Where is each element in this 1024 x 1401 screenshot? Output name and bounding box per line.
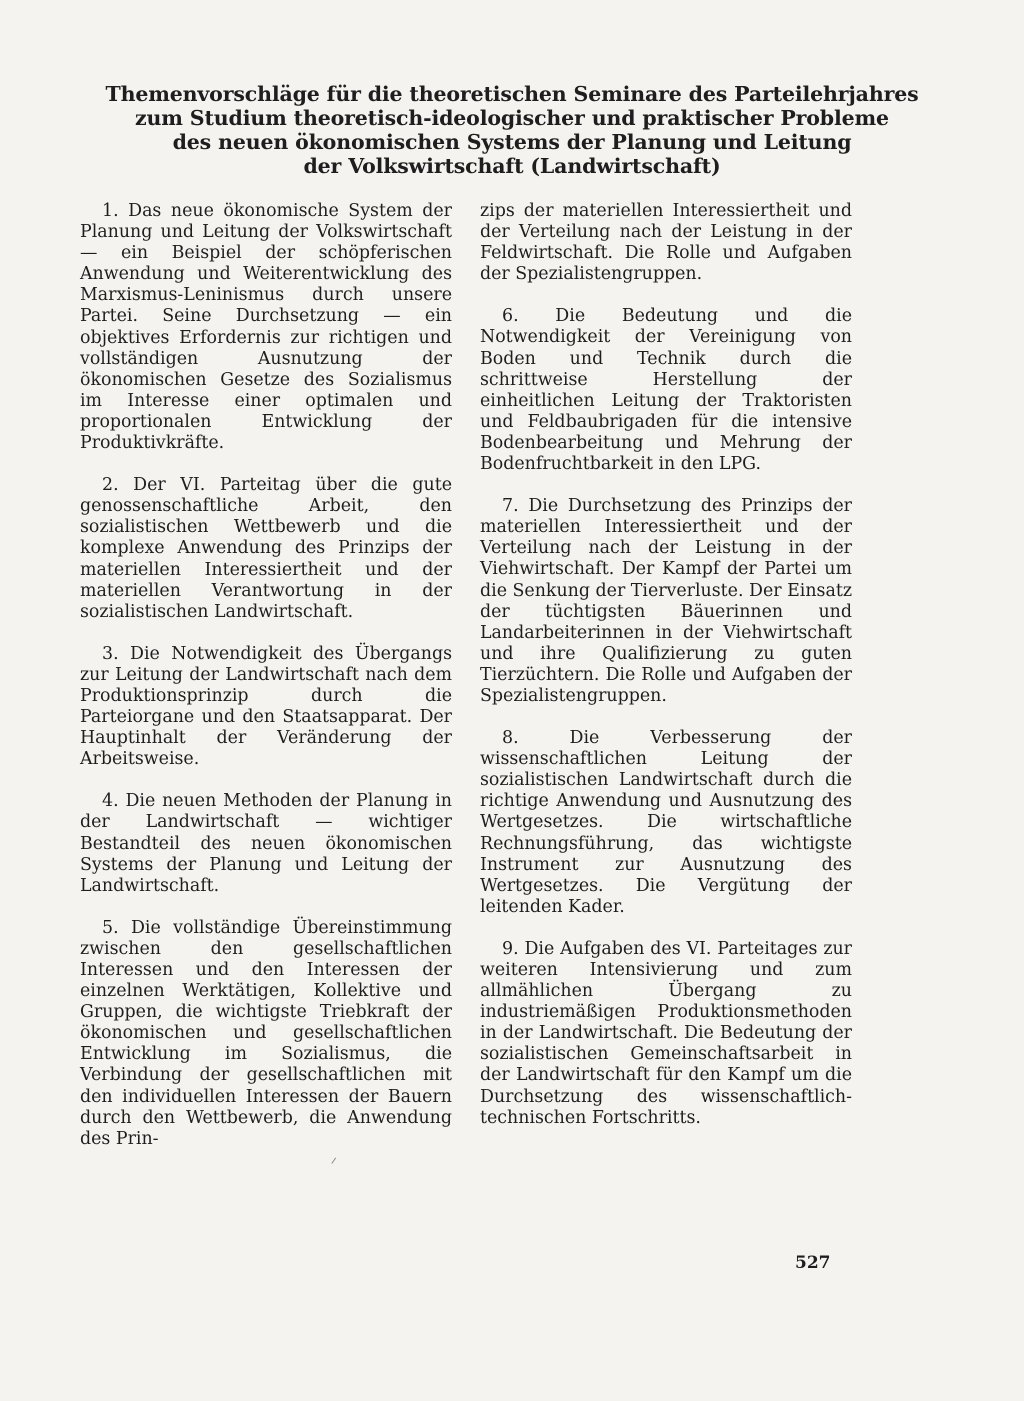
topic-paragraph-9: 9. Die Aufgaben des VI. Parteitages zur weiteren Intensivierung und zum allmählichen Übergang zu industriemäßigen Produktionsmethoden in der Landwirtschaft. Die Bedeutung der sozialistischen Gemeinschaftsarbeit in der Landwirtschaft für den Kampf um die Durchsetzung des wissenschaftlich-technischen Fortschritts. [480, 938, 852, 1128]
left-column [80, 201, 452, 1171]
topic-paragraph-6: 6. Die Bedeutung und die Notwendigkeit der Vereinigung von Boden und Technik durch die schrittweise Herstellung der einheitlichen Leitung der Traktoristen und Feldbaubrigaden für die intensive Bodenbearbeitung und Mehrung der Bodenfruchtbarkeit in den LPG. [480, 306, 852, 475]
topic-paragraph-5-continuation: zips der materiellen Interessiertheit und der Verteilung nach der Leistung in der Feldwirtschaft. Die Rolle und Aufgaben der Spezialistengruppen. [480, 201, 852, 285]
topic-paragraph-1: 1. Das neue ökonomische System der Planung und Leitung der Volkswirtschaft — ein Beispiel der schöpferischen Anwendung und Weiterentwicklung des Marxismus-Leninismus durch unsere Partei. Seine Durchsetzung — ein objektives Erfordernis zur richtigen und vollständigen Ausnutzung der ökonomischen Gesetze des Sozialismus im Interesse einer optimalen und proportionalen Entwicklung der Produktivkräfte. [80, 201, 452, 454]
topic-paragraph-8: 8. Die Verbesserung der wissenschaftlichen Leitung der sozialistischen Landwirtschaft durch die richtige Anwendung und Ausnutzung des Wertgesetzes. Die wirtschaftliche Rechnungsführung, das wichtigste Instrument zur Ausnutzung des Wertgesetzes. Die Vergütung der leitenden Kader. [480, 728, 852, 917]
title-line: des neuen ökonomischen Systems der Planung und Leitung [172, 130, 852, 154]
page-number: 527 [795, 1253, 831, 1273]
topic-paragraph-2: 2. Der VI. Parteitag über die gute genossenschaftliche Arbeit, den sozialistischen Wettbewerb und die komplexe Anwendung des Prinzips der materiellen Interessiertheit und der materiellen Verantwortung in der sozialistischen Landwirtschaft. [80, 475, 452, 622]
topic-paragraph-3: 3. Die Notwendigkeit des Übergangs zur Leitung der Landwirtschaft nach dem Produktionsprinzip durch die Parteiorgane und den Staatsapparat. Der Hauptinhalt der Veränderung der Arbeitsweise. [80, 643, 452, 770]
topic-paragraph-5: 5. Die vollständige Übereinstimmung zwischen den gesellschaftlichen Interessen und den Interessen der einzelnen Werktätigen, Kollektive und Gruppen, die wichtigste Triebkraft der ökonomischen und gesellschaftlichen Entwicklung im Sozialismus, die Verbindung der gesellschaftlichen mit den individuellen Interessen der Bauern durch den Wettbewerb, die Anwendung des Prin- [80, 917, 452, 1149]
topic-paragraph-4: 4. Die neuen Methoden der Planung in der Landwirtschaft — wichtiger Bestandteil des neuen ökonomischen Systems der Planung und Leitung der Landwirtschaft. [80, 791, 452, 896]
right-column [480, 201, 852, 1150]
topic-paragraph-7: 7. Die Durchsetzung des Prinzips der materiellen Interessiertheit und der Verteilung nach der Leistung in der Viehwirtschaft. Der Kampf der Partei um die Senkung der Tierverluste. Der Einsatz der tüchtigsten Bäuerinnen und Landarbeiterinnen in der Viehwirtschaft und ihre Qualifizierung zu guten Tierzüchtern. Die Rolle und Aufgaben der Spezialistengruppen. [480, 496, 852, 706]
title-line: der Volkswirtschaft (Landwirtschaft) [303, 154, 721, 178]
page-title [80, 82, 944, 178]
title-line: Themenvorschläge für die theoretischen Seminare des Parteilehrjahres [105, 82, 919, 106]
title-line: zum Studium theoretisch-ideologischer und praktischer Probleme [135, 106, 889, 130]
